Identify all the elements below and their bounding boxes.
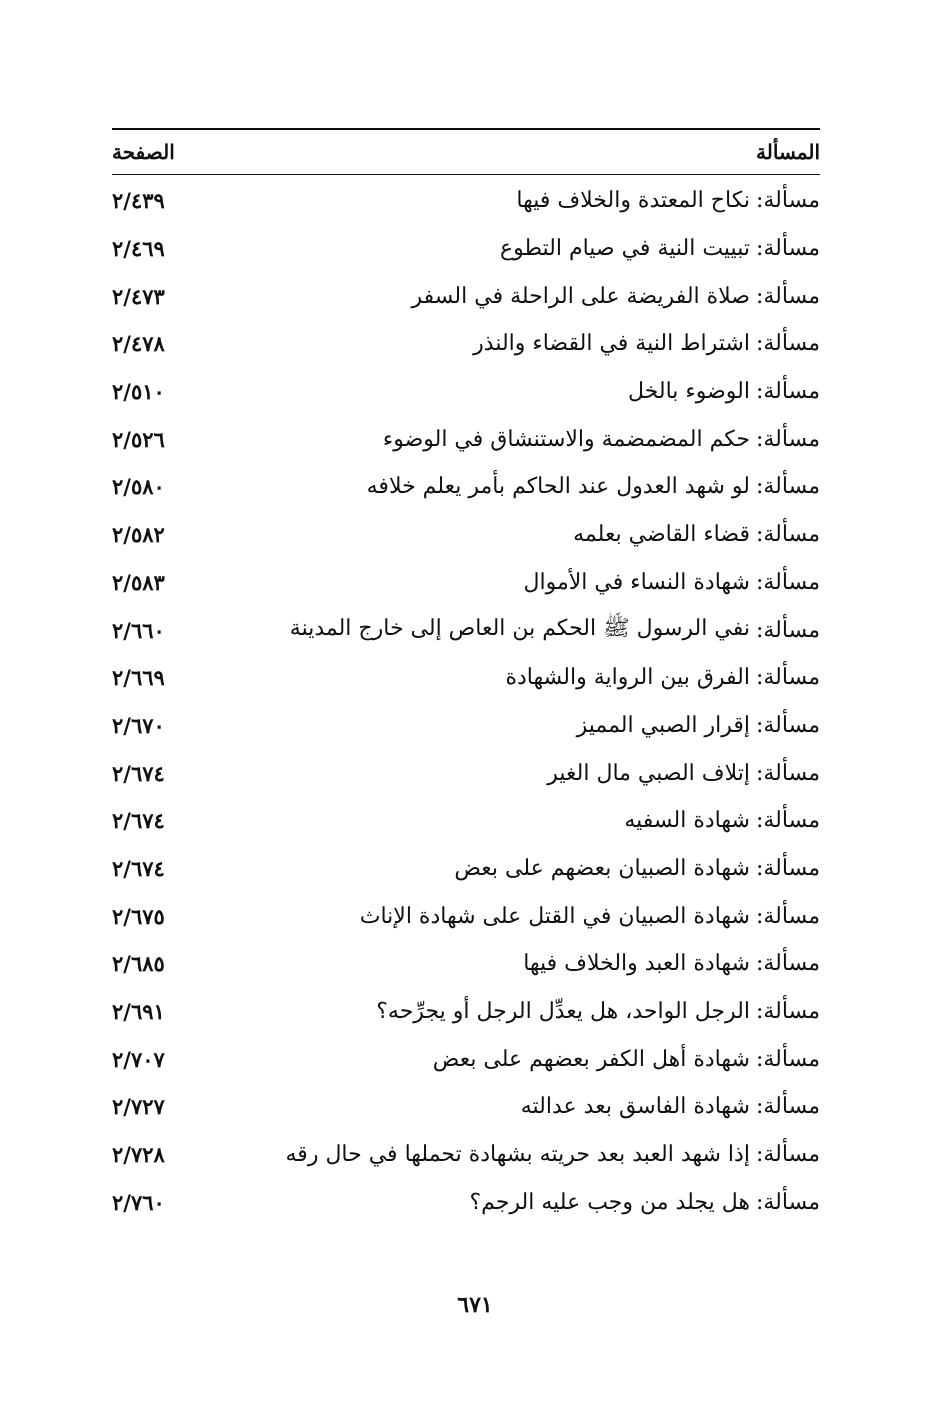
question-title: اشتراط النية في القضاء والنذر — [473, 331, 750, 357]
question-title: نفي الرسول ﷺ الحكم بن العاص إلى خارج المدينة — [289, 616, 750, 642]
entry-text — [360, 904, 820, 929]
list-item — [112, 559, 820, 607]
list-item — [112, 845, 820, 893]
list-item — [112, 749, 820, 797]
question-title: الرجل الواحد، هل يعدِّل الرجل أو يجرِّحه؟ — [376, 999, 750, 1025]
question-label: مسألة: — [755, 1142, 820, 1168]
list-item — [112, 606, 820, 654]
list-item — [112, 320, 820, 368]
list-item — [112, 702, 820, 750]
entry-text — [473, 331, 820, 356]
page-reference: ٢/٥٨٠ — [112, 474, 165, 500]
page-reference: ٢/٧٢٧ — [112, 1094, 165, 1120]
page-reference: ٢/٦٧٤ — [112, 808, 165, 834]
list-item — [112, 225, 820, 273]
list-item — [112, 1131, 820, 1179]
question-label: مسألة: — [755, 665, 820, 691]
question-label: مسألة: — [755, 188, 820, 214]
entry-text — [290, 614, 820, 646]
page-reference: ٢/٦٧٤ — [112, 760, 165, 786]
question-title: شهادة الفاسق بعد عدالته — [520, 1094, 750, 1120]
question-label: مسألة: — [755, 236, 820, 262]
page-reference: ٢/٤٣٩ — [112, 188, 165, 214]
list-item — [112, 797, 820, 845]
list-item — [112, 892, 820, 940]
entry-text — [624, 808, 820, 833]
page-reference: ٢/٥٨٣ — [112, 569, 165, 595]
page-reference: ٢/٥١٠ — [112, 379, 165, 405]
page-reference: ٢/٤٧٣ — [112, 283, 165, 309]
list-item — [112, 415, 820, 463]
page-reference: ٢/٦٧٤ — [112, 855, 165, 881]
entry-text — [577, 713, 820, 738]
question-label: مسألة: — [755, 379, 820, 405]
entry-text — [383, 427, 820, 452]
question-label: مسألة: — [755, 999, 820, 1025]
page-reference: ٢/٦٩١ — [112, 999, 165, 1025]
question-label: مسألة: — [755, 1094, 820, 1120]
list-item — [112, 1035, 820, 1083]
entry-text — [376, 999, 820, 1024]
page-reference: ٢/٧٠٧ — [112, 1046, 165, 1072]
page-reference: ٢/٧٢٨ — [112, 1142, 165, 1168]
question-title: تبييت النية في صيام التطوع — [499, 236, 750, 262]
question-label: مسألة: — [755, 855, 820, 881]
list-item — [112, 1178, 820, 1226]
question-title: إذا شهد العبد بعد حريته بشهادة تحملها في حال رقه — [285, 1142, 750, 1168]
question-title: إقرار الصبي المميز — [576, 712, 750, 738]
entry-text — [573, 522, 820, 547]
page-reference: ٢/٤٦٩ — [112, 236, 165, 262]
question-title: لو شهد العدول عند الحاكم بأمر يعلم خلافه — [366, 474, 750, 500]
page-reference: ٢/٦٨٥ — [112, 951, 165, 977]
question-title: شهادة الصبيان في القتل على شهادة الإناث — [359, 903, 750, 929]
question-label: مسألة: — [755, 522, 820, 548]
question-label: مسألة: — [755, 426, 820, 452]
question-title: حكم المضمضمة والاستنشاق في الوضوء — [382, 426, 750, 452]
entry-text — [521, 1094, 820, 1119]
index-page — [112, 128, 820, 1226]
entry-text — [454, 856, 820, 881]
page-reference: ٢/٦٧٥ — [112, 903, 165, 929]
index-list — [112, 177, 820, 1226]
question-title: شهادة السفيه — [624, 808, 750, 834]
question-title: شهادة النساء في الأموال — [523, 569, 750, 595]
page-column-header: الصفحة — [112, 140, 175, 164]
question-label: مسألة: — [755, 808, 820, 834]
question-label: مسألة: — [755, 569, 820, 595]
list-item — [112, 940, 820, 988]
entry-text — [367, 474, 820, 499]
entry-text — [286, 1142, 820, 1167]
list-item — [112, 988, 820, 1036]
entry-text — [628, 379, 820, 404]
question-title: الفرق بين الرواية والشهادة — [505, 665, 750, 691]
list-item — [112, 272, 820, 320]
page-number: ٦٧١ — [457, 1292, 493, 1318]
question-label: مسألة: — [755, 903, 820, 929]
question-label: مسألة: — [755, 474, 820, 500]
page-reference: ٢/٦٦٩ — [112, 665, 165, 691]
question-label: مسألة: — [755, 712, 820, 738]
question-title: صلاة الفريضة على الراحلة في السفر — [411, 283, 750, 309]
question-label: مسألة: — [755, 283, 820, 309]
question-label: مسألة: — [755, 331, 820, 357]
entry-text — [470, 1190, 821, 1215]
page-reference: ٢/٥٢٦ — [112, 426, 165, 452]
entry-text — [516, 188, 820, 213]
page-reference: ٢/٧٦٠ — [112, 1189, 165, 1215]
page-reference: ٢/٤٧٨ — [112, 331, 165, 357]
list-item — [112, 654, 820, 702]
question-label: مسألة: — [755, 617, 820, 643]
entry-text — [500, 236, 820, 261]
entry-text — [433, 1047, 820, 1072]
page-reference: ٢/٦٧٠ — [112, 712, 165, 738]
page-reference: ٢/٦٦٠ — [112, 617, 165, 643]
question-title: شهادة العبد والخلاف فيها — [523, 951, 750, 977]
question-label: مسألة: — [755, 1189, 820, 1215]
question-label: مسألة: — [755, 951, 820, 977]
entry-text — [547, 761, 820, 786]
question-title: نكاح المعتدة والخلاف فيها — [516, 188, 750, 214]
entry-text — [412, 284, 820, 309]
question-label: مسألة: — [755, 760, 820, 786]
question-title: إتلاف الصبي مال الغير — [547, 760, 750, 786]
page-reference: ٢/٥٨٢ — [112, 522, 165, 548]
list-item — [112, 463, 820, 511]
question-title: هل يجلد من وجب عليه الرجم؟ — [469, 1189, 750, 1215]
question-title: الوضوء بالخل — [628, 379, 750, 405]
question-title: شهادة الصبيان بعضهم على بعض — [454, 855, 750, 881]
question-title: قضاء القاضي بعلمه — [573, 522, 750, 548]
question-label: مسألة: — [755, 1046, 820, 1072]
question-title: شهادة أهل الكفر بعضهم على بعض — [432, 1046, 750, 1072]
list-item — [112, 511, 820, 559]
list-item — [112, 1083, 820, 1131]
question-column-header: المسألة — [756, 140, 820, 164]
list-item — [112, 177, 820, 225]
table-header — [112, 130, 820, 175]
entry-text — [505, 665, 820, 690]
entry-text — [523, 951, 820, 976]
list-item — [112, 368, 820, 416]
entry-text — [524, 570, 821, 595]
